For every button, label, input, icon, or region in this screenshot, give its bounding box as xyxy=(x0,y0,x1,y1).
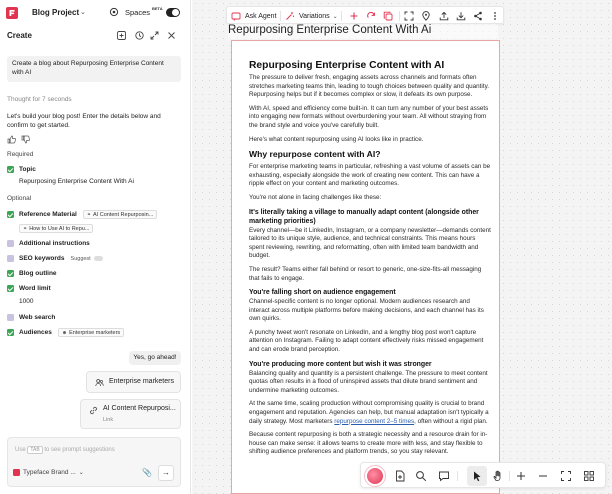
hand-icon[interactable] xyxy=(492,470,504,482)
doc-subheading: You're falling short on audience engagement xyxy=(249,289,396,297)
wordlimit-label: Word limit xyxy=(19,285,51,292)
field-blog-outline[interactable] xyxy=(7,268,63,279)
doc-paragraph: Channel-specific content is no longer optional. Modern audiences research and interact across multiple platforms before making decisions, and each channel has its own quirks. xyxy=(249,298,484,323)
audience-chip[interactable]: ☻ Enterprise marketers xyxy=(58,328,124,337)
panel-title: Create xyxy=(7,31,32,40)
chat-composer[interactable] xyxy=(7,437,181,487)
canvas-doc-title[interactable]: Repurposing Enterprise Content With Ai xyxy=(228,24,498,39)
tab-key-hint: TAB xyxy=(27,446,42,454)
chevron-down-icon[interactable]: ⌄ xyxy=(80,9,86,16)
doc-subheading: You're producing more content but wish it was stronger xyxy=(249,360,432,368)
additional-checkbox[interactable] xyxy=(7,240,14,247)
audiences-checkbox[interactable] xyxy=(7,329,14,336)
canvas-bottom-toolbar xyxy=(360,462,606,488)
comment-icon[interactable] xyxy=(438,470,450,482)
composer-placeholder[interactable]: Use TAB to see prompt suggestions xyxy=(15,447,115,453)
doc-paragraph: For enterprise marketing teams in particular, refreshing a vast volume of assets can be exhausting, especially alongside the work of creating new content. This can have a ripple effect on your content and marketing outcomes. xyxy=(249,163,491,188)
zoom-out-icon[interactable] xyxy=(537,470,549,482)
brand-selector[interactable] xyxy=(13,469,84,476)
field-reference-material[interactable] xyxy=(7,209,161,220)
doc-paragraph: Because content repurposing is both a strategic necessity and a resource drain for in-house can make sense: it allows teams to create more with less, and stay flexible to shifting audience preferences and platform trends, so you stay relevant. xyxy=(249,431,488,456)
new-chat-icon[interactable] xyxy=(117,31,126,40)
seo-checkbox[interactable] xyxy=(7,255,14,262)
ask-agent-button[interactable]: Ask Agent xyxy=(231,10,277,22)
thumbs-down-icon[interactable] xyxy=(21,135,30,144)
user-prompt: Create a blog about Repurposing Enterprise Content with AI xyxy=(7,56,181,82)
regenerate-icon[interactable] xyxy=(366,11,376,21)
doc-paragraph: Balancing quality and quantity is a persistent challenge. The pressure to meet content quotas often results in a flood of uninspired assets that dilute brand sentiment and undermine marketing outcomes. xyxy=(249,369,488,394)
brand-label: Typeface Brand ... xyxy=(23,469,76,476)
send-button[interactable]: → xyxy=(158,465,174,481)
suggest-toggle[interactable] xyxy=(94,256,103,261)
reference-chip[interactable]: ⚭ AI Content Repurposin... xyxy=(83,210,157,219)
outline-checkbox[interactable] xyxy=(7,270,14,277)
share-icon[interactable] xyxy=(473,11,483,21)
pointer-icon[interactable] xyxy=(471,470,483,482)
expand-icon[interactable] xyxy=(150,31,159,40)
grid-view-icon[interactable] xyxy=(583,470,595,482)
attach-icon[interactable]: 📎 xyxy=(142,468,152,477)
brand-logo-icon xyxy=(13,469,20,476)
field-additional-instructions[interactable] xyxy=(7,238,96,249)
link-icon xyxy=(89,406,98,415)
download-icon[interactable] xyxy=(456,11,466,21)
history-icon[interactable] xyxy=(135,31,144,40)
doc-link[interactable]: repurpose content 2–5 times xyxy=(334,417,415,425)
doc-paragraph: Every channel—be it LinkedIn, Instagram, or a company newsletter—demands content tailored to its unique style, audience, and technical constraints. This means hours spent reviewing, rewriting, and reformatting, often with limited team bandwidth and budget. xyxy=(249,226,491,260)
app-logo-icon[interactable] xyxy=(6,7,18,19)
doc-paragraph: At the same time, scaling production without compromising quality is crucial to brand engagement and reputation. Agencies can help, but manual adaptation isn't typically a daily strategy. Most marketers repurpose content 2–5 times, often without a rigid plan. xyxy=(249,400,489,425)
outline-label: Blog outline xyxy=(19,270,57,277)
toolbar-divider xyxy=(341,11,342,21)
spaces-toggle[interactable] xyxy=(166,8,180,17)
chevron-down-icon: ⌄ xyxy=(78,470,84,476)
beta-badge: BETA xyxy=(152,6,163,11)
users-icon xyxy=(95,378,104,387)
field-audiences[interactable] xyxy=(7,327,128,338)
attachment-title: Enterprise marketers xyxy=(109,378,174,385)
zoom-in-icon[interactable] xyxy=(515,470,527,482)
more-options-icon[interactable] xyxy=(490,11,500,21)
wordlimit-checkbox[interactable] xyxy=(7,285,14,292)
suggest-label: Suggest xyxy=(70,255,91,262)
thought-label[interactable]: Thought for 7 seconds xyxy=(7,96,72,103)
spaces-icon xyxy=(109,7,119,17)
audience-attachment[interactable] xyxy=(86,371,181,393)
websearch-label: Web search xyxy=(19,314,56,321)
project-name[interactable]: Blog Project xyxy=(32,8,80,17)
doc-paragraph: A punchy tweet won't resonate on LinkedIn, and a lengthy blog post won't capture attention on Instagram. Failing to adapt content effectively risks missed engagement and can erode brand perception. xyxy=(249,328,484,354)
topic-label: Topic xyxy=(19,166,36,173)
link-attachment[interactable] xyxy=(80,399,181,429)
doc-heading: Repurposing Enterprise Content with AI xyxy=(249,60,445,71)
copy-icon[interactable] xyxy=(383,11,393,21)
topic-value[interactable]: Repurposing Enterprise Content With Ai xyxy=(19,178,134,185)
reference-label: Reference Material xyxy=(19,211,77,218)
reference-chip-row xyxy=(19,223,97,234)
toolbar-divider xyxy=(509,471,510,481)
location-pin-icon[interactable] xyxy=(421,11,431,21)
document-body xyxy=(249,59,491,462)
agent-icon xyxy=(231,11,241,21)
toolbar-divider xyxy=(457,471,458,481)
required-label: Required xyxy=(7,151,34,158)
close-icon[interactable] xyxy=(167,31,176,40)
left-panel xyxy=(0,0,191,494)
field-topic[interactable] xyxy=(7,164,42,175)
search-icon[interactable] xyxy=(415,470,427,482)
additional-label: Additional instructions xyxy=(19,240,90,247)
link-icon: ⚭ xyxy=(86,211,92,218)
field-word-limit[interactable] xyxy=(7,283,57,294)
top-bar xyxy=(0,0,191,25)
variations-button[interactable]: Variations ⌄ xyxy=(285,10,338,22)
doc-paragraph: The result? Teams either fall behind or resort to generic, one-size-fits-all messaging that fails to engage. xyxy=(249,265,482,282)
spaces-label: Spaces xyxy=(125,8,151,17)
seo-label: SEO keywords xyxy=(19,255,65,262)
doc-paragraph: With AI, speed and efficiency come built-in. It can turn any number of your best assets into engaging new formats without overburdening your team. All without straying from the brand style and voice you've carefully built. xyxy=(249,104,489,129)
audiences-label: Audiences xyxy=(19,329,52,336)
magic-wand-icon xyxy=(285,11,295,21)
doc-paragraph: Here's what content repurposing using AI looks like in practice. xyxy=(249,135,424,143)
attachment-type: Link xyxy=(103,417,114,423)
user-message: Yes, go ahead! xyxy=(129,351,181,365)
add-page-icon[interactable] xyxy=(394,470,406,482)
chevron-down-icon: ⌄ xyxy=(332,13,338,20)
assistant-reply: Let's build your blog post! Enter the details below and confirm to get started. xyxy=(7,113,161,129)
fit-screen-icon[interactable] xyxy=(560,470,572,482)
document-toolbar xyxy=(226,6,504,24)
document-card[interactable] xyxy=(231,40,500,494)
doc-paragraph: The pressure to deliver fresh, engaging assets across channels and formats often stretches marketing teams thin, leading to tough choices between quality and quantity. Repurposing helps but if it becomes complex or slow, it defeats its own purpose. xyxy=(249,74,490,99)
thumbs-up-icon[interactable] xyxy=(7,135,16,144)
doc-subheading: It's literally taking a village to manually adapt content (alongside other marketing priorities) xyxy=(249,208,479,225)
reference-checkbox[interactable] xyxy=(7,211,14,218)
doc-paragraph: You're not alone in facing challenges like these: xyxy=(249,193,382,201)
reference-chip[interactable]: ⚭ How to Use AI to Repu... xyxy=(19,224,93,233)
topic-checkbox[interactable] xyxy=(7,166,14,173)
field-seo-keywords[interactable] xyxy=(7,253,103,264)
wordlimit-value[interactable]: 1000 xyxy=(19,298,34,305)
ai-assistant-icon[interactable] xyxy=(367,468,383,484)
websearch-checkbox[interactable] xyxy=(7,314,14,321)
link-icon: ⚭ xyxy=(23,225,28,232)
optional-label: Optional xyxy=(7,195,32,202)
toolbar-divider xyxy=(280,11,281,21)
field-web-search[interactable] xyxy=(7,312,61,323)
attachment-title: AI Content Repurposi... xyxy=(103,405,176,412)
add-icon[interactable] xyxy=(349,11,359,21)
toolbar-divider xyxy=(399,11,400,21)
users-icon: ☻ xyxy=(61,329,68,336)
fullscreen-icon[interactable] xyxy=(404,11,414,21)
doc-subheading: Why repurpose content with AI? xyxy=(249,149,381,160)
upload-icon[interactable] xyxy=(439,11,449,21)
create-header xyxy=(0,27,191,45)
